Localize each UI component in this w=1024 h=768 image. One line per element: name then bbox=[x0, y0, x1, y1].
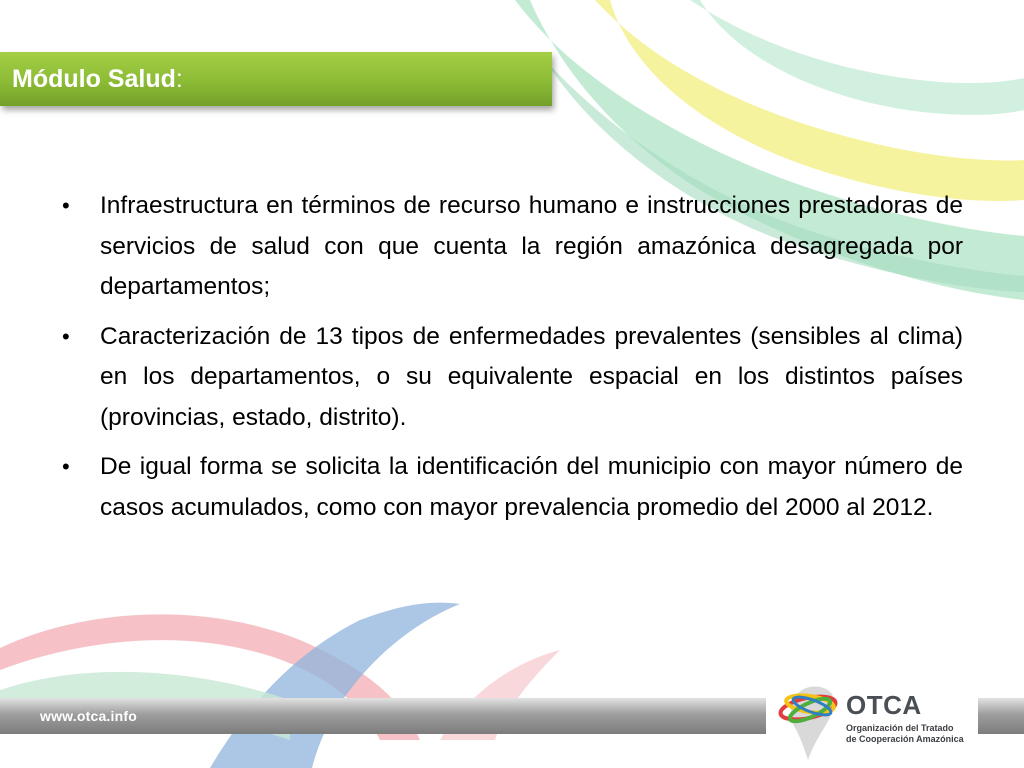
bullet-item bbox=[60, 186, 963, 308]
bullet-text: Caracterización de 13 tipos de enfermedades prevalentes (sensibles al clima) en los departamentos, o su equivalente espacial en los distintos países (provincias, estado, distrito). bbox=[100, 322, 963, 431]
bullet-icon: • bbox=[62, 323, 70, 349]
footer-bar-right bbox=[978, 698, 1024, 734]
otca-logo-icon bbox=[776, 676, 846, 766]
bullet-text: De igual forma se solicita la identificación del municipio con mayor número de casos acumulados, como con mayor prevalencia promedio del 2000 al 2012. bbox=[100, 453, 963, 521]
logo-subtitle-line2: de Cooperación Amazónica bbox=[846, 734, 964, 744]
footer-url: www.otca.info bbox=[40, 708, 137, 724]
bullet-item bbox=[60, 447, 963, 528]
otca-logo bbox=[776, 676, 976, 766]
title-colon: : bbox=[175, 65, 183, 93]
bullet-text: Infraestructura en términos de recurso humano e instrucciones prestadoras de servicios de salud con que cuenta la región amazónica desagregada por departamentos; bbox=[100, 192, 963, 300]
bullet-list bbox=[60, 186, 963, 537]
logo-subtitle bbox=[846, 723, 964, 745]
title-label: Módulo Salud bbox=[12, 65, 176, 93]
logo-name: OTCA bbox=[846, 690, 922, 720]
bullet-icon: • bbox=[62, 454, 70, 479]
slide-title bbox=[12, 63, 183, 95]
title-bar bbox=[0, 52, 552, 106]
logo-subtitle-line1: Organización del Tratado bbox=[846, 723, 954, 733]
bullet-item bbox=[60, 317, 963, 439]
bullet-icon: • bbox=[62, 193, 70, 218]
